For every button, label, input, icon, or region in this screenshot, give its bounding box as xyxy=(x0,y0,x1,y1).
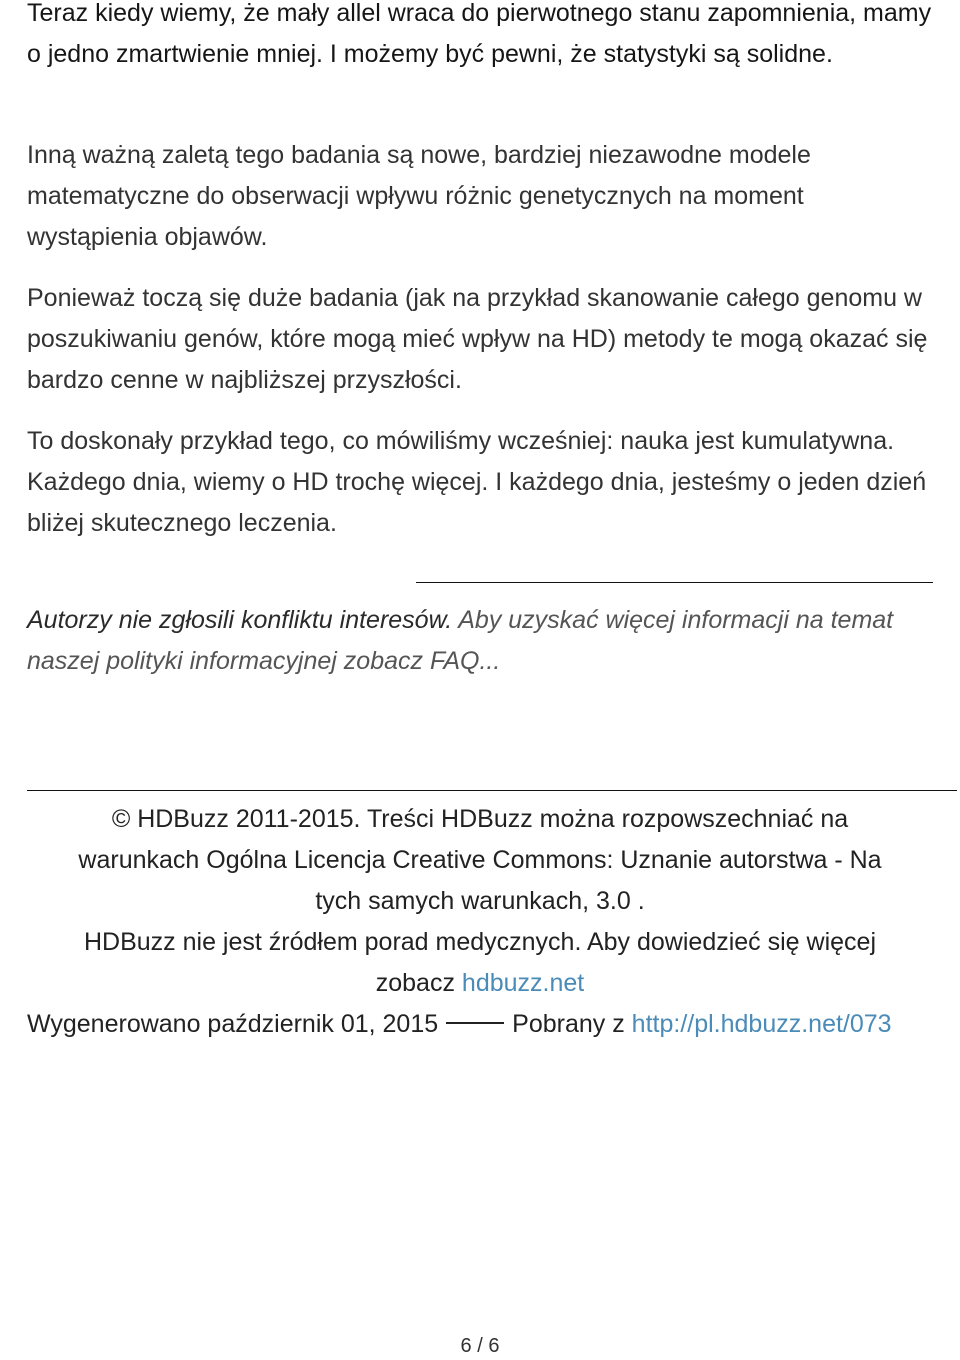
section-divider xyxy=(416,582,933,583)
generated-date: Wygenerowano październik 01, 2015 xyxy=(27,1010,439,1038)
disclosure-note xyxy=(27,600,937,682)
article-paragraph-1: Teraz kiedy wiemy, że mały allel wraca do pierwotnego stanu zapomnienia, mamy o jedno zmartwienie mniej. I możemy być pewni, że statystyki są solidne. xyxy=(27,0,932,68)
downloaded-prefix: Pobrany z xyxy=(512,1010,625,1038)
page-number: 6 / 6 xyxy=(460,1335,500,1357)
dash-separator xyxy=(446,1022,504,1024)
footer-divider xyxy=(27,790,957,791)
conflict-statement: Autorzy nie zgłosili konfliktu interesów. xyxy=(27,606,453,634)
advice-prefix: zobacz xyxy=(375,969,455,997)
advice-line-1: HDBuzz nie jest źródłem porad medycznych. Aby dowiedzieć się więcej xyxy=(83,928,877,956)
source-url-link[interactable]: http://pl.hdbuzz.net/073 xyxy=(631,1010,892,1038)
hdbuzz-link[interactable]: hdbuzz.net xyxy=(461,969,585,997)
copyright-line-2: warunkach Ogólna Licencja Creative Commons: Uznanie autorstwa - Na xyxy=(78,846,882,874)
faq-info: Aby uzyskać więcej informacji na temat naszej polityki informacyjnej zobacz FAQ... xyxy=(27,606,894,675)
article-paragraph-2: Inną ważną zaletą tego badania są nowe, bardziej niezawodne modele matematyczne do obserwacji wpływu różnic genetycznych na moment wystąpienia objawów. xyxy=(27,141,811,251)
footer xyxy=(0,799,960,1045)
article-paragraph-3: Ponieważ toczą się duże badania (jak na przykład skanowanie całego genomu w poszukiwaniu genów, które mogą mieć wpływ na HD) metody te mogą okazać się bardzo cenne w najbliższej przyszłości. xyxy=(27,284,928,394)
advice-line-2 xyxy=(0,963,960,1004)
copyright-line-1: © HDBuzz 2011-2015. Treści HDBuzz można rozpowszechniać na xyxy=(111,805,849,833)
copyright-line-3: tych samych warunkach, 3.0 . xyxy=(315,887,645,915)
generated-line xyxy=(0,1004,960,1045)
article-paragraph-4: To doskonały przykład tego, co mówiliśmy wcześniej: nauka jest kumulatywna. Każdego dnia, wiemy o HD trochę więcej. I każdego dnia, jesteśmy o jeden dzień bliżej skutecznego leczenia. xyxy=(27,427,927,537)
